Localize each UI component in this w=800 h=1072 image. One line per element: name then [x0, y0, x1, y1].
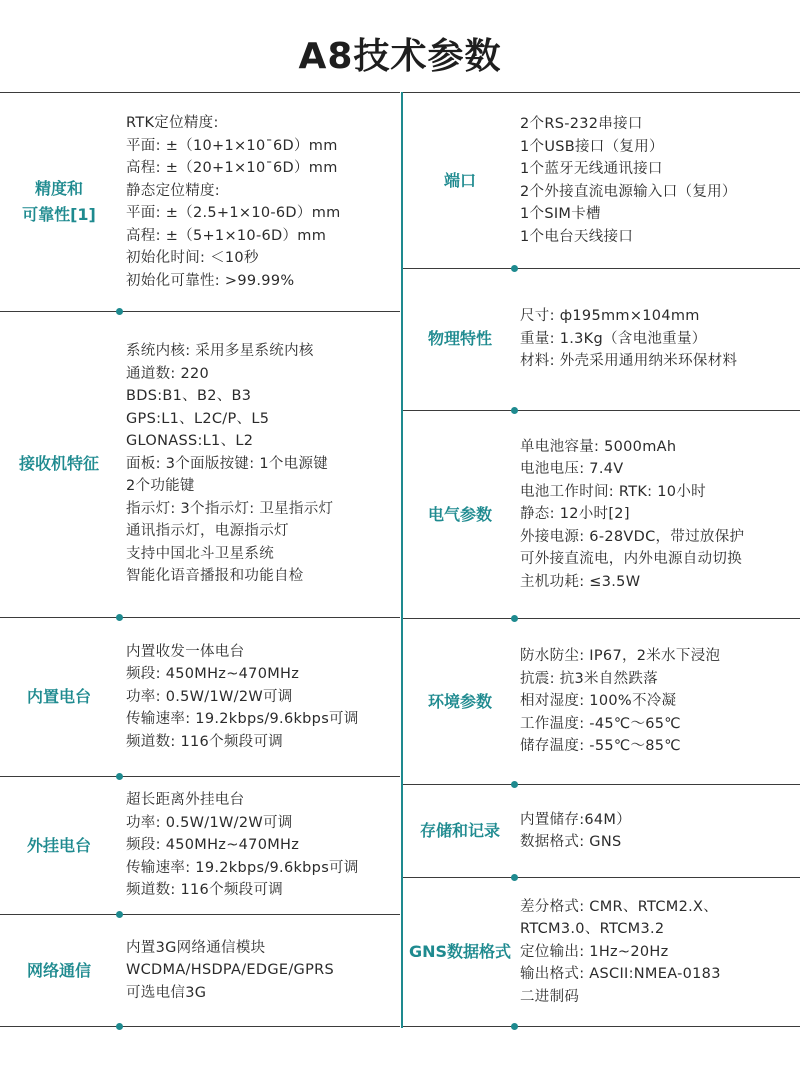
section-content — [520, 93, 796, 268]
section-label: 端口 — [443, 170, 476, 190]
section-content — [520, 878, 796, 1026]
spec-line: 通道数: 220 — [126, 365, 210, 382]
spec-line: 智能化语音播报和功能自检 — [126, 568, 304, 585]
spec-line: 高程: ±（5+1×10-6D）mm — [126, 227, 327, 244]
section-label: 存储和记录 — [419, 821, 500, 840]
spec-line: 指示灯: 3个指示灯: 卫星指示灯 — [126, 500, 334, 517]
spec-line: 频道数: 116个频段可调 — [126, 733, 284, 750]
spec-line: 重量: 1.3Kg（含电池重量） — [520, 330, 707, 347]
spec-line: 电池电压: 7.4V — [520, 461, 624, 478]
section-internal-radio — [0, 618, 400, 777]
spec-line: 1个电台天线接口 — [520, 228, 634, 245]
spec-line: 差分格式: CMR、RTCM2.X、 — [520, 898, 719, 915]
spec-line: RTCM3.0、RTCM3.2 — [520, 921, 665, 938]
teal-dot — [511, 1023, 518, 1030]
spec-line: 1个USB接口（复用） — [520, 138, 664, 155]
section-content — [126, 915, 394, 1026]
spec-line: 单电池容量: 5000mAh — [520, 438, 677, 455]
section-storage — [403, 785, 800, 878]
section-receiver — [0, 311, 400, 618]
spec-line: BDS:B1、B2、B3 — [126, 388, 252, 405]
spec-line: 平面: ±（10+1×10¯6D）mm — [126, 137, 338, 154]
section-ports — [403, 92, 800, 269]
spec-line: 可选电信3G — [126, 984, 207, 1001]
spec-line: 频道数: 116个频段可调 — [126, 882, 284, 899]
spec-line: 外接电源: 6-28VDC，带过放保护 — [520, 528, 745, 545]
spec-line: 传输速率: 19.2kbps/9.6kbps可调 — [126, 711, 359, 728]
spec-line: 初始化可靠性: >99.99% — [126, 272, 295, 289]
section-label: 物理特性 — [427, 329, 492, 348]
section-content — [126, 93, 394, 311]
spec-line: 内置3G网络通信模块 — [126, 939, 266, 956]
spec-line: 数据格式: GNS — [520, 834, 622, 850]
section-content — [520, 619, 796, 784]
spec-line: 可外接直流电，内外电源自动切换 — [520, 551, 742, 568]
spec-line: 二进制码 — [520, 988, 580, 1005]
spec-line: 频段: 450MHz~470MHz — [126, 837, 300, 854]
spec-line: 内置储存:64M） — [520, 811, 632, 828]
spec-line: 1个SIM卡槽 — [520, 206, 601, 222]
spec-line: 高程: ±（20+1×10¯6D）mm — [126, 160, 338, 176]
spec-line: 尺寸: ф195mm×104mm — [520, 308, 700, 325]
section-environment — [403, 619, 800, 785]
spec-line: 2个外接直流电源输入口（复用） — [520, 183, 737, 200]
section-electrical — [403, 411, 800, 619]
section-physical — [403, 268, 800, 411]
spec-line: 支持中国北斗卫星系统 — [126, 545, 274, 562]
right-column — [403, 92, 800, 1028]
spec-line: 内置收发一体电台 — [126, 643, 245, 660]
section-gns-format — [403, 878, 800, 1027]
left-column — [0, 92, 400, 1028]
spec-line: 初始化时间: ＜10秒 — [126, 250, 259, 266]
spec-line: 传输速率: 19.2kbps/9.6kbps可调 — [126, 859, 359, 876]
section-network — [0, 915, 400, 1027]
spec-line: 功率: 0.5W/1W/2W可调 — [126, 814, 293, 831]
section-content — [126, 618, 394, 776]
spec-line: 系统内核: 采用多星系统内核 — [126, 343, 314, 360]
spec-line: 防水防尘: IP67，2米水下浸泡 — [520, 648, 721, 665]
section-label: 网络通信 — [26, 960, 91, 980]
spec-line: 通讯指示灯，电源指示灯 — [126, 523, 289, 540]
spec-line: 静态: 12小时[2] — [520, 506, 630, 523]
spec-line: 工作温度: -45℃～65℃ — [520, 715, 681, 732]
spec-line: 频段: 450MHz~470MHz — [126, 666, 300, 683]
section-label: 接收机特征 — [18, 454, 99, 473]
spec-line: 2个RS-232串接口 — [520, 116, 643, 132]
spec-line: 面板: 3个面版按键: 1个电源键 — [126, 455, 329, 472]
spec-line: 相对湿度: 100%不冷凝 — [520, 693, 677, 710]
section-content — [126, 777, 394, 914]
spec-line: 1个蓝牙无线通讯接口 — [520, 161, 663, 177]
spec-line: WCDMA/HSDPA/EDGE/GPRS — [126, 962, 335, 979]
spec-line: 电池工作时间: RTK: 10小时 — [520, 483, 706, 500]
spec-line: 功率: 0.5W/1W/2W可调 — [126, 688, 293, 705]
section-content — [520, 785, 796, 877]
spec-line: 抗震: 抗3米自然跌落 — [520, 670, 659, 687]
spec-line: 储存温度: -55℃～85℃ — [520, 738, 681, 755]
section-label: 精度和 可靠性[1] — [22, 179, 96, 224]
spec-line: 输出格式: ASCII:NMEA-0183 — [520, 966, 721, 983]
spec-line: 材料: 外壳采用通用纳米环保材料 — [520, 353, 738, 370]
section-label: 电气参数 — [427, 504, 492, 524]
spec-line: 定位输出: 1Hz~20Hz — [520, 943, 669, 960]
section-label: GNS数据格式 — [408, 942, 512, 961]
spec-line: GPS:L1、L2C/P、L5 — [126, 410, 270, 427]
section-content — [520, 268, 796, 410]
spec-line: GLONASS:L1、L2 — [126, 433, 254, 450]
spec-line: 超长距离外挂电台 — [126, 792, 245, 809]
teal-dot — [116, 1023, 123, 1030]
section-label: 内置电台 — [26, 687, 91, 706]
spec-line: RTK定位精度: — [126, 115, 219, 131]
section-content — [126, 311, 394, 617]
spec-line: 静态定位精度: — [126, 182, 220, 199]
page-title: A8技术参数 — [298, 36, 502, 77]
section-label: 环境参数 — [427, 691, 492, 711]
section-external-radio — [0, 777, 400, 915]
section-content — [520, 411, 796, 618]
section-accuracy — [0, 92, 400, 312]
section-label: 外挂电台 — [26, 835, 91, 855]
spec-line: 2个功能键 — [126, 478, 195, 495]
spec-line: 主机功耗: ≤3.5W — [520, 573, 641, 590]
spec-line: 平面: ±（2.5+1×10-6D）mm — [126, 205, 341, 221]
